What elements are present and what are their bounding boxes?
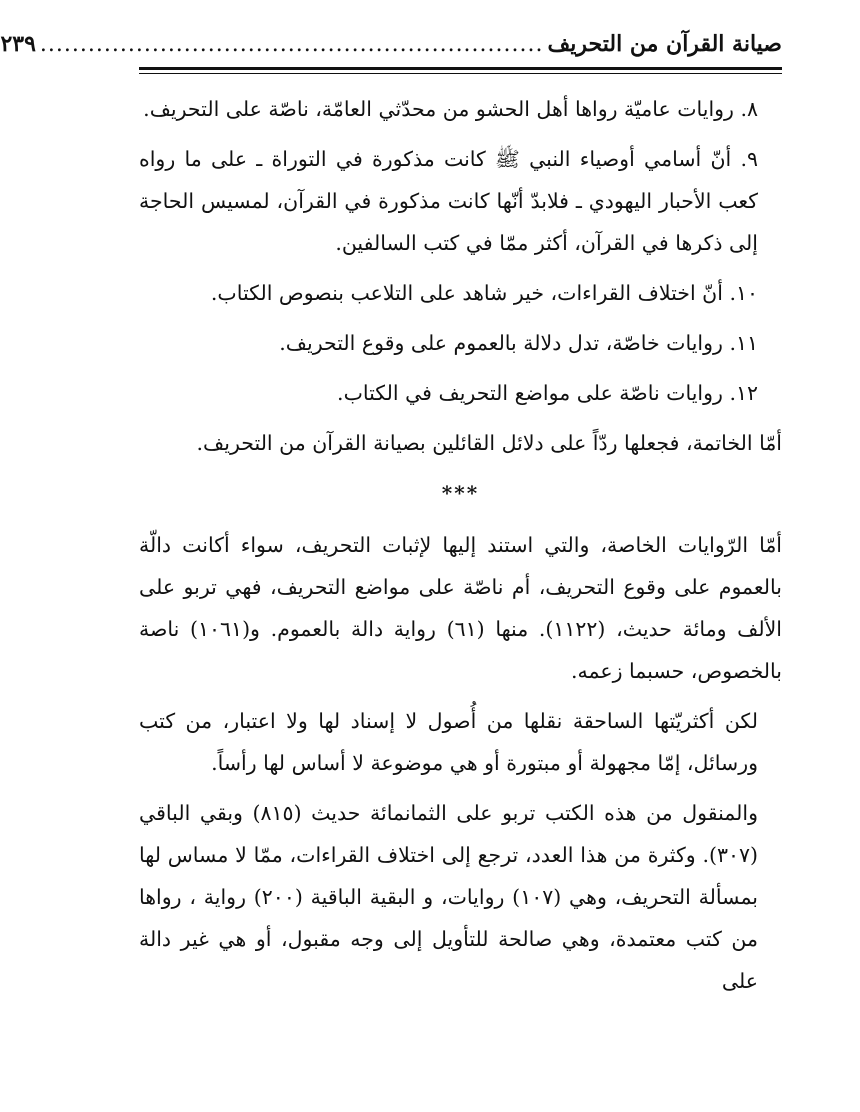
paragraph-special-narrations: أمّا الرّوايات الخاصة، والتي استند إليها لإثبات التحريف، سواء أكانت دالّة بالعموم على وقوع التحريف، أم ناصّة على مواضع التحريف، فهي تربو على الألف ومائة حديث، (١١٢٢). منها (٦١) رواية دالة بالعموم. و(١٠٦١) ناصة بالخصوص، حسبما زعمه. — [139, 533, 782, 683]
page-number: ٢٣٩ — [0, 31, 36, 57]
paragraph-majority-sources: لكن أكثريّتها الساحقة نقلها من أُصول لا إسناد لها ولا اعتبار، من كتب ورسائل، إمّا مجهولة أو مبتورة أو هي موضوعة لا أساس لها رأساً. — [139, 709, 758, 775]
paragraph-item-10: ١٠. أنّ اختلاف القراءات، خير شاهد على التلاعب بنصوص الكتاب. — [210, 281, 758, 305]
paragraph-conclusion: أمّا الخاتمة، فجعلها ردّاً على دلائل القائلين بصيانة القرآن من التحريف. — [196, 431, 782, 455]
paragraph-item-12: ١٢. روايات ناصّة على مواضع التحريف في الكتاب. — [337, 381, 758, 405]
paragraph-item-9: ٩. أنّ أسامي أوصياء النبي ﷺ كانت مذكورة في التوراة ـ على ما رواه كعب الأحبار اليهودي ـ فلابدّ أنّها كانت مذكورة في القرآن، لمسيس الحاجة إلى ذكرها في القرآن، أكثر ممّا في كتب السالفين. — [139, 147, 758, 255]
header-rule-thin — [139, 73, 782, 74]
paragraph-transmitted-count: والمنقول من هذه الكتب تربو على الثمانمائة حديث (٨١٥) وبقي الباقي (٣٠٧). وكثرة من هذا العدد، ترجع إلى اختلاف القراءات، ممّا لا مساس لها بمسألة التحريف، وهي (١٠٧) روايات، و البقية الباقية (٢٠٠) رواية ، رواها من كتب معتمدة، وهي صالحة للتأويل إلى وجه مقبول، أو هي غير دالة على — [139, 801, 759, 993]
page-body — [139, 88, 782, 1002]
header-title: صيانة القرآن من التحريف — [547, 31, 782, 57]
paragraph-item-11: ١١. روايات خاصّة، تدل دلالة بالعموم على وقوع التحريف. — [279, 331, 758, 355]
running-header — [0, 28, 782, 61]
section-separator-stars: *** — [441, 481, 480, 505]
header-rule-thick — [139, 67, 782, 70]
header-leader-dots: ............................................................... — [39, 32, 544, 57]
paragraph-item-8: ٨. روايات عاميّة رواها أهل الحشو من محدّثي العامّة، ناصّة على التحريف. — [143, 97, 758, 121]
book-page — [0, 28, 782, 1112]
